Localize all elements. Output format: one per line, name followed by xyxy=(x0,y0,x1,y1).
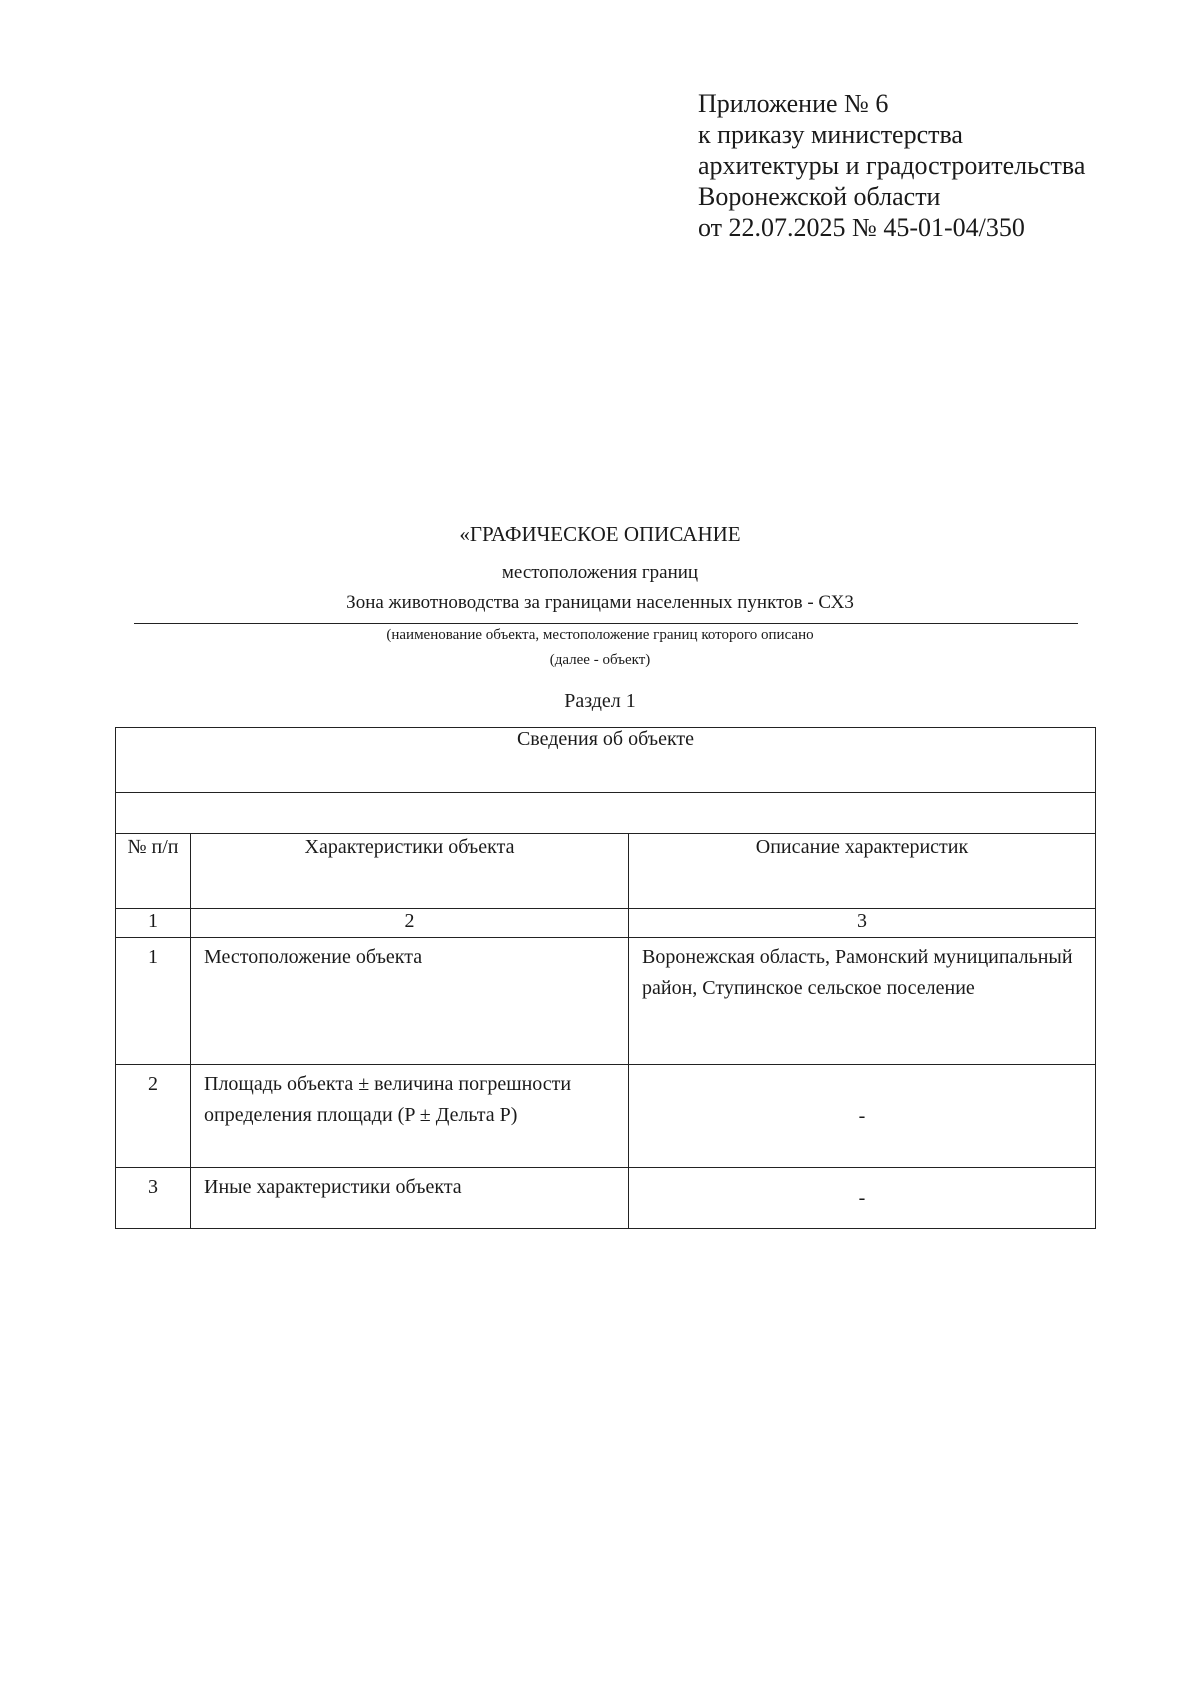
object-name-caption-line-1: (наименование объекта, местоположение границ которого описано xyxy=(386,627,814,643)
row-description: - xyxy=(629,1065,1096,1168)
appendix-line: от 22.07.2025 № 45-01-04/350 xyxy=(698,213,1025,242)
section-label: Раздел 1 xyxy=(564,690,636,712)
column-index: 1 xyxy=(116,909,191,938)
row-characteristic: Местоположение объекта xyxy=(191,938,629,1065)
table-caption-row xyxy=(116,728,1096,793)
table-row xyxy=(116,1168,1096,1229)
table-row xyxy=(116,1065,1096,1168)
column-index: 2 xyxy=(191,909,629,938)
appendix-line: Воронежской области xyxy=(698,182,941,211)
row-characteristic: Иные характеристики объекта xyxy=(191,1168,629,1229)
table-empty-row xyxy=(116,793,1096,834)
row-description: Воронежская область, Рамонский муниципальный район, Ступинское сельское поселение xyxy=(629,938,1096,1065)
table-caption: Сведения об объекте xyxy=(116,728,1096,793)
column-index: 3 xyxy=(629,909,1096,938)
object-info-table xyxy=(115,727,1096,1229)
row-number: 1 xyxy=(116,938,191,1065)
appendix-line: Приложение № 6 xyxy=(698,89,889,118)
table-empty-cell xyxy=(116,793,1096,834)
appendix-block xyxy=(698,88,1085,243)
table-row xyxy=(116,938,1096,1065)
row-description: - xyxy=(629,1168,1096,1229)
appendix-line: архитектуры и градостроительства xyxy=(698,151,1086,180)
column-header-characteristic: Характеристики объекта xyxy=(191,834,629,909)
object-name-caption-line-2: (далее - объект) xyxy=(549,652,651,668)
document-subtitle: местоположения границ xyxy=(501,562,699,583)
table-header-row xyxy=(116,834,1096,909)
appendix-line: к приказу министерства xyxy=(698,120,963,149)
object-name: Зона животноводства за границами населенных пунктов - СХ3 xyxy=(346,592,854,613)
row-number: 3 xyxy=(116,1168,191,1229)
column-index-row xyxy=(116,909,1096,938)
column-header-number: № п/п xyxy=(116,834,191,909)
object-name-underline xyxy=(134,623,1078,624)
document-title: «ГРАФИЧЕСКОЕ ОПИСАНИЕ xyxy=(459,522,741,546)
column-header-description: Описание характеристик xyxy=(629,834,1096,909)
row-number: 2 xyxy=(116,1065,191,1168)
row-characteristic: Площадь объекта ± величина погрешности определения площади (P ± Дельта P) xyxy=(191,1065,629,1168)
